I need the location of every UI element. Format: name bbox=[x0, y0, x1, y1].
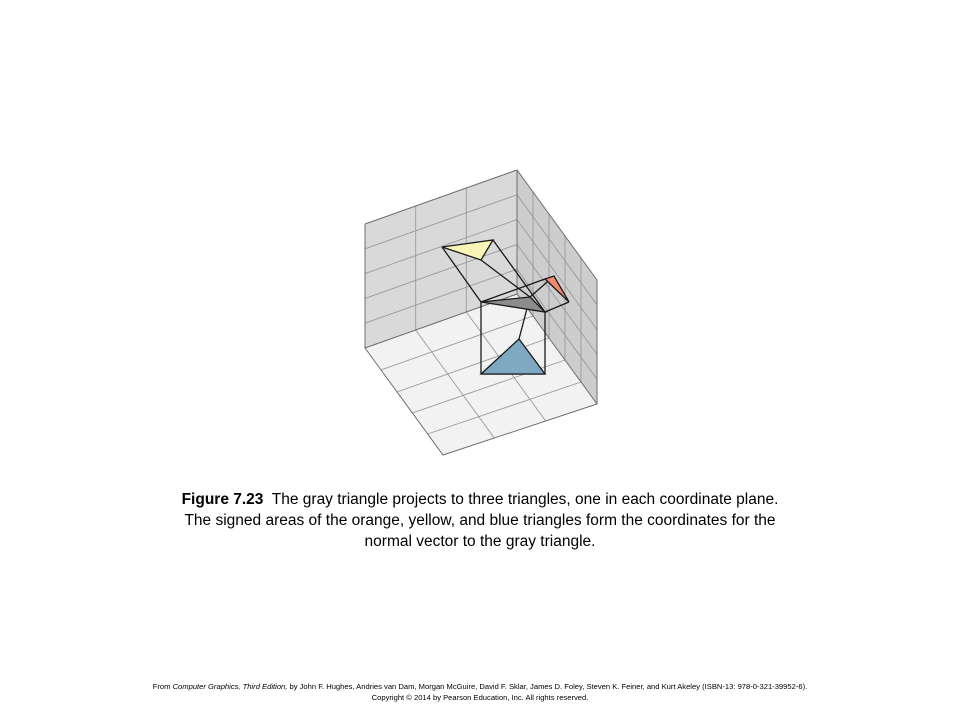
caption-text: The gray triangle projects to three triangles, one in each coordinate plane. The signed areas of the orange, yellow, and blue triangles form the coordinates for the normal vector to the gray triangle. bbox=[184, 491, 779, 550]
figure-caption bbox=[180, 489, 780, 552]
figure-label: Figure 7.23 bbox=[181, 491, 264, 508]
credit-copyright: Copyright © 2014 by Pearson Education, Inc. All rights reserved. bbox=[371, 693, 589, 702]
source-credit bbox=[60, 681, 900, 703]
credit-book-title: Computer Graphics, Third Edition, bbox=[172, 682, 288, 691]
credit-authors: by John F. Hughes, Andries van Dam, Morgan McGuire, David F. Sklar, James D. Foley, Steven K. Feiner, and Kurt Akeley (ISBN-13: 978-0-321-39952-6). bbox=[287, 682, 808, 691]
credit-prefix: From bbox=[152, 682, 173, 691]
